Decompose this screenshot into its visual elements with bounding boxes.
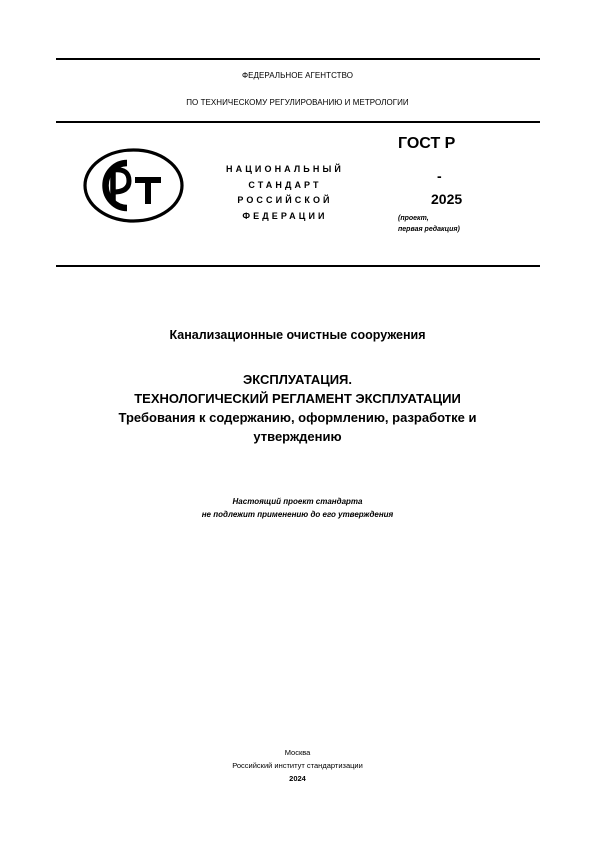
subtitle-line2: ТЕХНОЛОГИЧЕСКИЙ РЕГЛАМЕНТ ЭКСПЛУАТАЦИИ	[134, 391, 461, 406]
national-line2: СТАНДАРТ	[248, 179, 322, 190]
subtitle-line4: утверждению	[253, 429, 342, 444]
national-line4: ФЕДЕРАЦИИ	[242, 210, 328, 221]
top-rule	[56, 58, 540, 60]
agency-name-line1: ФЕДЕРАЛЬНОЕ АГЕНТСТВО	[242, 71, 353, 80]
gost-designation: ГОСТ Р	[398, 135, 456, 152]
header-divider	[56, 121, 540, 123]
notice-line2: не подлежит применению до его утверждения	[201, 510, 394, 519]
draft-status	[398, 213, 460, 235]
draft-status-line2: первая редакция)	[398, 226, 460, 233]
gost-number-dash: -	[437, 168, 442, 184]
notice-line1: Настоящий проект стандарта	[232, 497, 363, 506]
subtitle-line3: Требования к содержанию, оформлению, разработке и	[118, 410, 477, 425]
draft-status-line1: (проект,	[398, 215, 429, 222]
bottom-rule	[56, 265, 540, 267]
national-line3: РОССИЙСКОЙ	[237, 195, 333, 205]
document-title: Канализационные очистные сооружения	[169, 328, 426, 342]
draft-notice	[0, 495, 595, 521]
national-line1: НАЦИОНАЛЬНЫЙ	[226, 164, 344, 174]
document-subtitle	[60, 370, 535, 446]
imprint-publisher: Российский институт стандартизации	[232, 761, 363, 770]
subtitle-line1: ЭКСПЛУАТАЦИЯ.	[242, 372, 353, 387]
agency-name-line2: ПО ТЕХНИЧЕСКОМУ РЕГУЛИРОВАНИЮ И МЕТРОЛОГИИ	[186, 98, 409, 107]
imprint-year: 2024	[289, 774, 306, 783]
imprint-city: Москва	[284, 748, 311, 757]
gost-year: 2025	[431, 191, 463, 207]
rst-certification-logo-icon	[83, 148, 184, 223]
imprint	[0, 746, 595, 785]
national-standard-label	[204, 162, 366, 224]
